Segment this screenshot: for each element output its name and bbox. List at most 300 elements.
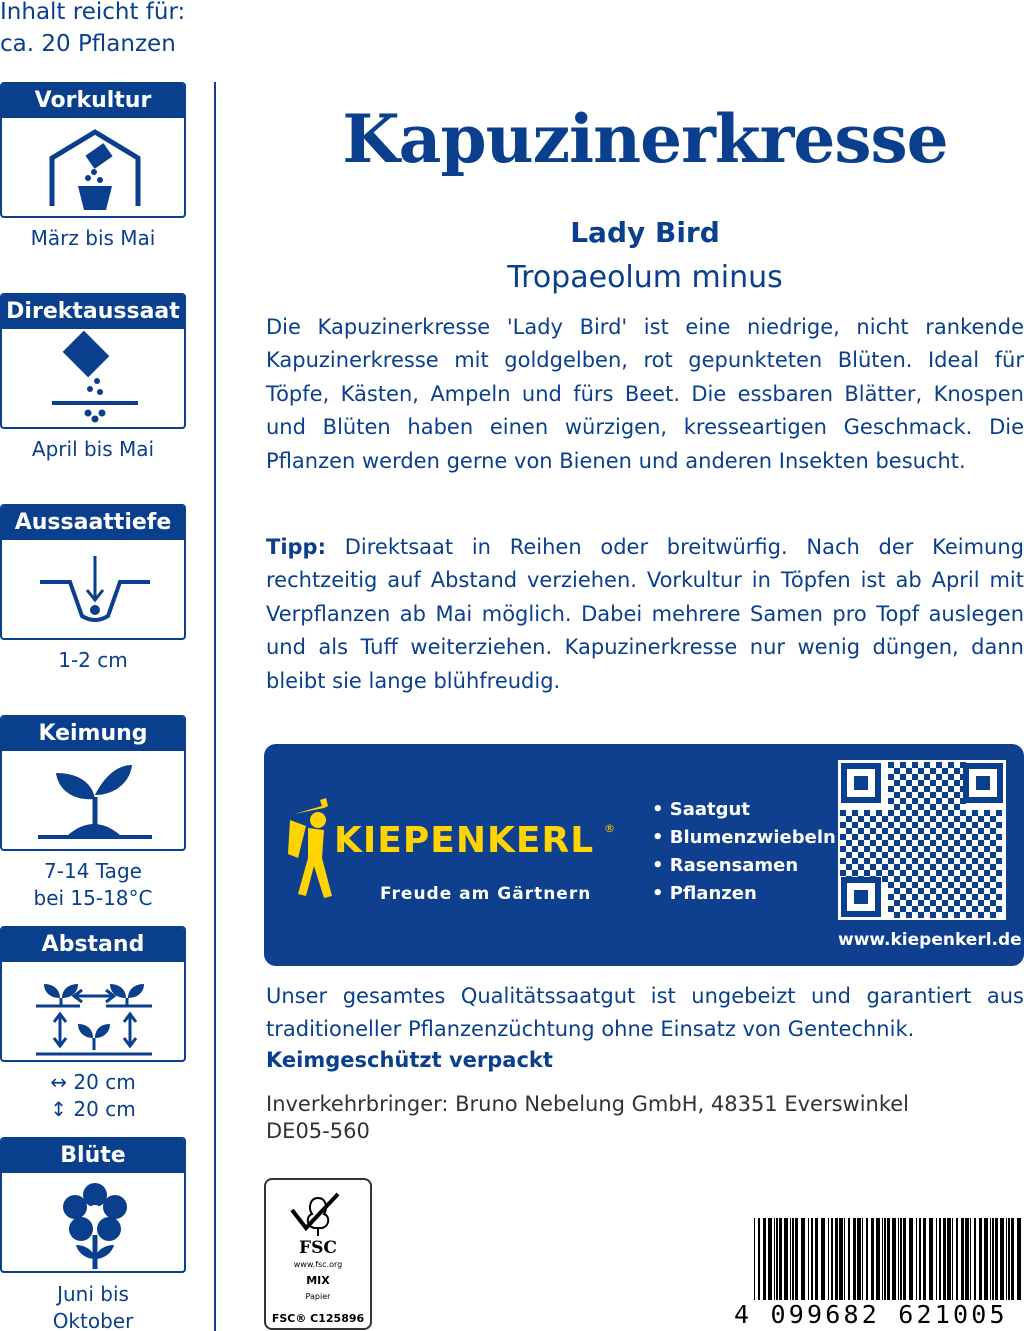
- barcode-bar: [808, 1218, 809, 1300]
- qr-module: [894, 876, 900, 882]
- qr-module: [942, 828, 948, 834]
- barcode-bar: [882, 1218, 883, 1300]
- qr-module: [930, 876, 936, 882]
- qr-module: [912, 822, 918, 828]
- qr-module: [894, 816, 900, 822]
- qr-module: [870, 852, 876, 858]
- qr-module: [942, 912, 948, 918]
- qr-module: [900, 834, 906, 840]
- barcode-bar: [857, 1218, 861, 1300]
- qr-module: [840, 822, 846, 828]
- qr-module: [858, 816, 864, 822]
- icon-caption-abstand: [0, 1069, 186, 1123]
- qr-module: [882, 852, 888, 858]
- qr-module: [954, 912, 960, 918]
- barcode-bar: [754, 1218, 755, 1300]
- qr-module: [948, 870, 954, 876]
- barcode-icon: [754, 1218, 1024, 1300]
- qr-module: [894, 912, 900, 918]
- product-variety: Lady Bird: [570, 216, 720, 249]
- qr-module: [960, 798, 966, 804]
- qr-module: [960, 882, 966, 888]
- barcode-bar: [1008, 1218, 1010, 1300]
- qr-module: [972, 906, 978, 912]
- quality-statement: Unser gesamtes Qualitätssaatgut ist ungebeizt und garantiert aus traditioneller Pflanzenzüchtung ohne Einsatz von Gentechnik.: [266, 984, 1024, 1042]
- qr-module: [930, 828, 936, 834]
- qr-module: [906, 768, 912, 774]
- qr-module: [852, 870, 858, 876]
- barcode-bar: [774, 1218, 775, 1300]
- barcode-bar: [919, 1218, 921, 1300]
- qr-module: [960, 786, 966, 792]
- qr-module: [990, 912, 996, 918]
- qr-module: [960, 870, 966, 876]
- spacing-icon: [2, 962, 186, 1062]
- seed-bag-icon: [2, 329, 186, 429]
- qr-module: [954, 816, 960, 822]
- qr-module: [870, 864, 876, 870]
- qr-module: [948, 846, 954, 852]
- qr-module: [942, 804, 948, 810]
- caption-line: 1-2 cm: [58, 648, 128, 672]
- barcode-bar: [884, 1218, 886, 1300]
- barcode-bar: [871, 1218, 874, 1300]
- barcode-bar: [866, 1218, 868, 1300]
- icon-caption-direktaussaat: [0, 436, 186, 463]
- qr-module: [888, 822, 894, 828]
- tip-paragraph: [266, 531, 1024, 698]
- qr-module: [864, 822, 870, 828]
- content-note-line-2: ca. 20 Pflanzen: [0, 31, 176, 57]
- qr-module: [858, 840, 864, 846]
- qr-module: [894, 804, 900, 810]
- qr-module: [942, 768, 948, 774]
- icon-box-direktaussaat: [0, 293, 186, 429]
- qr-module: [960, 894, 966, 900]
- qr-module: [900, 858, 906, 864]
- content-note-line-1: Inhalt reicht für:: [0, 0, 186, 25]
- barcode-bar: [821, 1218, 825, 1300]
- sowing-depth-icon: [2, 540, 186, 640]
- qr-module: [846, 876, 852, 882]
- barcode-bar: [763, 1218, 766, 1300]
- qr-module: [918, 804, 924, 810]
- icon-box-header: Vorkultur: [2, 84, 184, 118]
- qr-module: [906, 912, 912, 918]
- brand-website[interactable]: www.kiepenkerl.de: [838, 930, 1022, 950]
- qr-module: [906, 888, 912, 894]
- hiker-logo-icon: [288, 796, 338, 906]
- barcode-bar: [936, 1218, 937, 1300]
- qr-module: [954, 792, 960, 798]
- qr-module: [918, 768, 924, 774]
- qr-module: [846, 816, 852, 822]
- qr-module: [924, 774, 930, 780]
- qr-module: [966, 816, 972, 822]
- qr-module: [870, 828, 876, 834]
- barcode-bar: [965, 1218, 969, 1300]
- qr-module: [918, 912, 924, 918]
- qr-module: [954, 900, 960, 906]
- qr-module: [900, 762, 906, 768]
- qr-module: [924, 822, 930, 828]
- icon-box-vorkultur: [0, 82, 186, 218]
- barcode-bar: [1006, 1218, 1007, 1300]
- caption-line: ↕ 20 cm: [50, 1097, 136, 1121]
- qr-module: [888, 858, 894, 864]
- qr-module: [906, 900, 912, 906]
- qr-module: [894, 792, 900, 798]
- qr-module: [924, 906, 930, 912]
- qr-module: [966, 876, 972, 882]
- caption-line: 7-14 Tage: [44, 859, 142, 883]
- qr-module: [942, 852, 948, 858]
- qr-module: [912, 774, 918, 780]
- product-latin-name: Tropaeolum minus: [507, 260, 783, 295]
- qr-module: [948, 798, 954, 804]
- barcode-bar: [811, 1218, 813, 1300]
- barcode-bar: [947, 1218, 951, 1300]
- icon-box-header: Abstand: [2, 928, 184, 962]
- barcode-bar: [1017, 1218, 1021, 1300]
- qr-module: [894, 828, 900, 834]
- qr-module: [900, 798, 906, 804]
- barcode-number: 4 099682 621005: [734, 1300, 1008, 1329]
- barcode-bar: [943, 1218, 946, 1300]
- qr-module: [876, 846, 882, 852]
- barcode-bar: [979, 1218, 982, 1300]
- qr-module: [840, 870, 846, 876]
- qr-module: [888, 786, 894, 792]
- qr-module: [954, 828, 960, 834]
- content-note: [0, 0, 185, 60]
- qr-module: [894, 888, 900, 894]
- qr-module: [960, 846, 966, 852]
- qr-module: [948, 858, 954, 864]
- qr-module: [990, 852, 996, 858]
- icon-box-header: Aussaattiefe: [2, 506, 184, 540]
- barcode-bar: [792, 1218, 794, 1300]
- qr-module: [936, 762, 942, 768]
- qr-module: [972, 894, 978, 900]
- qr-module: [996, 882, 1002, 888]
- qr-module: [930, 912, 936, 918]
- qr-module: [864, 870, 870, 876]
- qr-module: [852, 810, 858, 816]
- qr-module: [846, 852, 852, 858]
- brand-registered-mark: ®: [604, 822, 615, 835]
- qr-module: [924, 786, 930, 792]
- barcode-bar: [923, 1218, 926, 1300]
- qr-module: [936, 882, 942, 888]
- qr-module: [888, 810, 894, 816]
- qr-module: [996, 846, 1002, 852]
- qr-module: [978, 852, 984, 858]
- qr-module: [906, 792, 912, 798]
- qr-module: [942, 780, 948, 786]
- qr-module: [948, 906, 954, 912]
- qr-module: [984, 870, 990, 876]
- barcode-bar: [815, 1218, 818, 1300]
- qr-module: [900, 786, 906, 792]
- qr-module: [858, 828, 864, 834]
- qr-module: [888, 894, 894, 900]
- seedling-icon: [2, 751, 186, 851]
- qr-module: [918, 888, 924, 894]
- qr-module: [990, 900, 996, 906]
- qr-module: [984, 882, 990, 888]
- qr-module: [960, 762, 966, 768]
- qr-module: [900, 906, 906, 912]
- qr-module: [924, 870, 930, 876]
- qr-module: [858, 864, 864, 870]
- qr-module: [990, 828, 996, 834]
- tip-label: Tipp:: [266, 535, 326, 559]
- qr-module: [954, 876, 960, 882]
- qr-module: [948, 834, 954, 840]
- qr-module: [912, 882, 918, 888]
- greenhouse-pot-icon: [2, 118, 186, 218]
- qr-module: [960, 906, 966, 912]
- qr-module: [882, 840, 888, 846]
- qr-module: [900, 810, 906, 816]
- fsc-label-name: FSC: [299, 1238, 337, 1258]
- qr-module: [924, 846, 930, 852]
- barcode-bar: [853, 1218, 856, 1300]
- qr-module: [906, 864, 912, 870]
- qr-module: [870, 816, 876, 822]
- qr-module: [906, 876, 912, 882]
- qr-module: [960, 858, 966, 864]
- qr-module: [972, 882, 978, 888]
- qr-module: [978, 888, 984, 894]
- barcode-bar: [900, 1218, 902, 1300]
- qr-module: [930, 804, 936, 810]
- barcode-bar: [984, 1218, 988, 1300]
- qr-module: [936, 774, 942, 780]
- packaging-note: Keimgeschützt verpackt: [266, 1048, 553, 1072]
- qr-module: [948, 762, 954, 768]
- fsc-mix: MIX: [306, 1274, 330, 1287]
- qr-module: [942, 888, 948, 894]
- qr-module: [978, 864, 984, 870]
- qr-module: [906, 780, 912, 786]
- qr-module: [948, 810, 954, 816]
- qr-module: [942, 792, 948, 798]
- qr-module: [930, 768, 936, 774]
- barcode-bar: [970, 1218, 971, 1300]
- barcode-bar: [768, 1218, 772, 1300]
- qr-module: [924, 798, 930, 804]
- qr-module: [912, 810, 918, 816]
- caption-line: Oktober: [52, 1309, 134, 1331]
- qr-module: [996, 870, 1002, 876]
- barcode-bar: [1000, 1218, 1004, 1300]
- icon-box-keimung: [0, 715, 186, 851]
- qr-module: [936, 810, 942, 816]
- qr-module: [918, 852, 924, 858]
- distributor-line: Inverkehrbringer: Bruno Nebelung GmbH, 48351 Everswinkel: [266, 1092, 910, 1116]
- barcode-bar: [776, 1218, 778, 1300]
- qr-module: [942, 816, 948, 822]
- qr-module: [942, 876, 948, 882]
- qr-module: [930, 792, 936, 798]
- qr-module: [990, 876, 996, 882]
- fsc-url: www.fsc.org: [293, 1260, 343, 1269]
- qr-module: [948, 774, 954, 780]
- barcode-bar: [961, 1218, 964, 1300]
- distributor-code: DE05-560: [266, 1119, 370, 1143]
- qr-module: [864, 834, 870, 840]
- qr-module: [948, 882, 954, 888]
- qr-module: [870, 840, 876, 846]
- qr-module: [846, 828, 852, 834]
- qr-module: [978, 816, 984, 822]
- qr-module: [888, 882, 894, 888]
- barcode-bar: [835, 1218, 838, 1300]
- barcode-bar: [758, 1218, 760, 1300]
- qr-module: [912, 894, 918, 900]
- fsc-code: FSC® C125896: [271, 1312, 365, 1325]
- qr-module: [936, 834, 942, 840]
- brand-name: KIEPENKERL: [334, 820, 595, 861]
- qr-module: [852, 822, 858, 828]
- barcode-bar: [903, 1218, 906, 1300]
- qr-module: [906, 828, 912, 834]
- qr-module: [876, 810, 882, 816]
- qr-module: [972, 822, 978, 828]
- qr-module: [846, 840, 852, 846]
- barcode-bar: [974, 1218, 976, 1300]
- qr-module: [972, 870, 978, 876]
- product-description: Die Kapuzinerkresse 'Lady Bird' ist eine niedrige, nicht rankende Kapuzinerkresse mit goldgelben, rot gepunkteten Blüten. Ideal für Töpfe, Kästen, Ampeln und fürs Beet. Die essbaren Blätter, Knospen und Blüten haben einen würzigen, kresseartigen Geschmack. Die Pflanzen werden gerne von Bienen und anderen Insekten besucht.: [266, 315, 1024, 473]
- barcode-bar: [909, 1218, 913, 1300]
- qr-module: [954, 768, 960, 774]
- fsc-tree-check-icon: [288, 1188, 348, 1240]
- qr-module: [888, 870, 894, 876]
- barcode-bar: [898, 1218, 899, 1300]
- qr-module: [900, 822, 906, 828]
- qr-module: [936, 822, 942, 828]
- qr-module: [912, 858, 918, 864]
- qr-module: [930, 900, 936, 906]
- barcode-bar: [990, 1218, 991, 1300]
- qr-module: [972, 858, 978, 864]
- barcode-bar: [995, 1218, 998, 1300]
- qr-module: [924, 882, 930, 888]
- qr-module: [984, 846, 990, 852]
- qr-module: [960, 774, 966, 780]
- caption-line: März bis Mai: [30, 226, 156, 250]
- brand-product-item: • Rasensamen: [652, 855, 799, 876]
- qr-module: [930, 780, 936, 786]
- qr-module: [930, 840, 936, 846]
- qr-module: [930, 852, 936, 858]
- qr-module: [924, 894, 930, 900]
- brand-product-list: [652, 796, 836, 908]
- qr-module: [912, 786, 918, 792]
- qr-module: [894, 780, 900, 786]
- qr-module: [852, 846, 858, 852]
- qr-module: [888, 798, 894, 804]
- qr-module: [906, 804, 912, 810]
- qr-module: [990, 888, 996, 894]
- barcode-bar: [992, 1218, 994, 1300]
- qr-module: [978, 876, 984, 882]
- qr-module: [984, 906, 990, 912]
- caption-line: bei 15-18°C: [33, 886, 153, 910]
- brand-product-item: • Blumenzwiebeln: [652, 827, 836, 848]
- icon-caption-bluete: [0, 1281, 186, 1331]
- qr-module: [936, 846, 942, 852]
- barcode-bar: [892, 1218, 896, 1300]
- barcode-bar: [831, 1218, 833, 1300]
- barcode-bar: [784, 1218, 788, 1300]
- brand-tagline: Freude am Gärtnern: [380, 884, 592, 904]
- qr-module: [936, 858, 942, 864]
- qr-module: [954, 780, 960, 786]
- barcode-bar: [844, 1218, 845, 1300]
- icon-box-header: Keimung: [2, 717, 184, 751]
- caption-line: Juni bis: [57, 1282, 129, 1306]
- icon-box-header: Blüte: [2, 1139, 184, 1173]
- icon-caption-vorkultur: [0, 225, 186, 252]
- qr-module: [894, 864, 900, 870]
- qr-module: [984, 810, 990, 816]
- qr-module: [906, 852, 912, 858]
- qr-module: [912, 798, 918, 804]
- qr-module: [972, 810, 978, 816]
- qr-module: [990, 864, 996, 870]
- qr-module: [900, 774, 906, 780]
- qr-module: [864, 846, 870, 852]
- qr-module: [948, 894, 954, 900]
- qr-module: [912, 906, 918, 912]
- qr-module: [936, 798, 942, 804]
- qr-code-icon[interactable]: [838, 760, 1006, 920]
- qr-module: [918, 828, 924, 834]
- qr-module: [876, 834, 882, 840]
- qr-module: [966, 852, 972, 858]
- icon-caption-aussaattiefe: [0, 647, 186, 674]
- barcode-bar: [952, 1218, 953, 1300]
- qr-module: [882, 828, 888, 834]
- qr-module: [996, 822, 1002, 828]
- qr-module: [912, 846, 918, 852]
- fsc-label: [264, 1178, 372, 1330]
- qr-module: [972, 834, 978, 840]
- qr-module: [876, 822, 882, 828]
- qr-module: [852, 858, 858, 864]
- qr-module: [888, 762, 894, 768]
- qr-module: [972, 846, 978, 852]
- qr-module: [924, 762, 930, 768]
- qr-module: [858, 852, 864, 858]
- qr-module: [894, 900, 900, 906]
- qr-module: [840, 810, 846, 816]
- qr-module: [912, 762, 918, 768]
- qr-module: [864, 858, 870, 864]
- qr-module: [924, 858, 930, 864]
- icon-box-aussaattiefe: [0, 504, 186, 640]
- icon-box-abstand: [0, 926, 186, 1062]
- qr-module: [978, 912, 984, 918]
- qr-module: [858, 876, 864, 882]
- qr-module: [918, 816, 924, 822]
- qr-module: [882, 864, 888, 870]
- qr-module: [888, 846, 894, 852]
- qr-module: [978, 828, 984, 834]
